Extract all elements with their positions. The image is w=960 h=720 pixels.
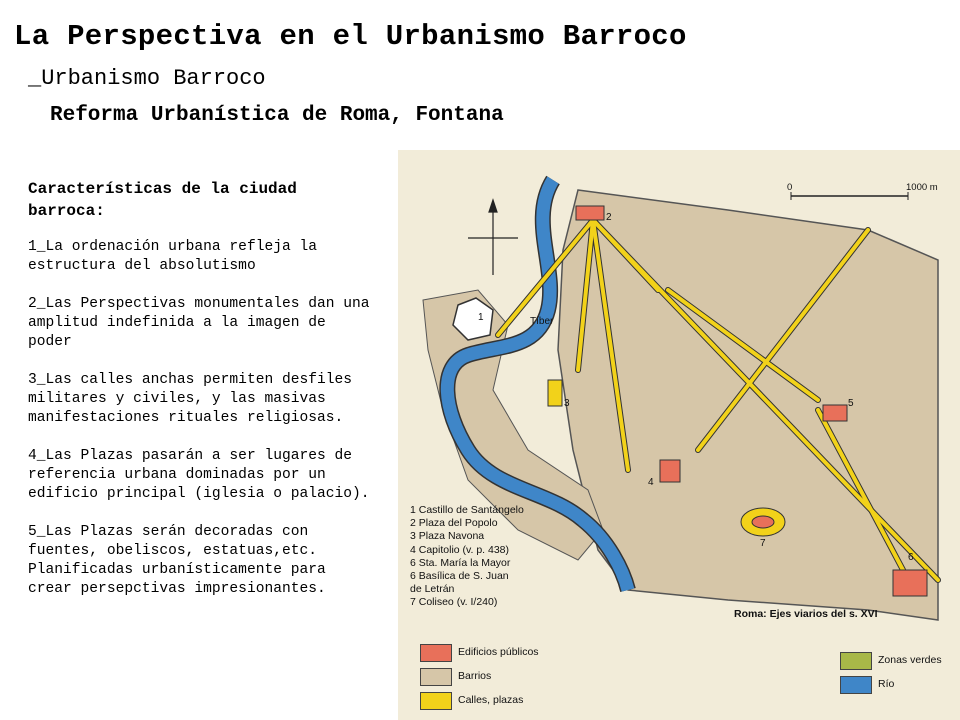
characteristics-text (28, 178, 378, 618)
point-4: 4_Las Plazas pasarán a ser lugares de referencia urbana dominadas por un edificio principal (iglesia o palacio). (28, 448, 370, 502)
key-swatch-calles (420, 692, 452, 710)
key-swatch-edificios (420, 644, 452, 662)
capitolio (660, 460, 680, 482)
map-legend (410, 504, 570, 610)
plaza-navona (548, 380, 562, 406)
rome-map (398, 150, 960, 720)
site-number-5: 5 (848, 398, 854, 409)
north-arrow-icon (468, 200, 518, 275)
site-number-7: 7 (760, 538, 766, 549)
plaza-popolo (576, 206, 604, 220)
key-swatch-barrios (420, 668, 452, 686)
page-title: La Perspectiva en el Urbanismo Barroco (14, 20, 687, 53)
point-2: 2_Las Perspectivas monumentales dan una amplitud indefinida a la imagen de poder (28, 296, 370, 350)
key-label-calles: Calles, plazas (458, 694, 524, 706)
page-subtitle: _Urbanismo Barroco (28, 66, 266, 91)
scale-end: 1000 m (906, 182, 938, 193)
sta-maria-mayor (823, 405, 847, 421)
legend-item: 4 Capitolio (v. p. 438) (410, 543, 510, 556)
key-label-zonas-verdes: Zonas verdes (878, 654, 942, 666)
key-label-edificios: Edificios públicos (458, 646, 539, 658)
rome-map-figure (398, 150, 960, 720)
site-number-6: 6 (908, 552, 914, 563)
legend-item: 6 Sta. María la Mayor (410, 556, 511, 569)
key-swatch-rio (840, 676, 872, 694)
legend-item: de Letrán (410, 583, 455, 596)
legend-item: 2 Plaza del Popolo (410, 517, 498, 530)
point-5: 5_Las Plazas serán decoradas con fuentes, obeliscos, estatuas,etc. Planificadas urbanísticamente para crear persepctivas impresionantes. (28, 524, 326, 597)
point-3: 3_Las calles anchas permiten desfiles militares y civiles, y las masivas manifestaciones rituales religiosas. (28, 372, 353, 426)
site-number-4: 4 (648, 477, 654, 488)
legend-item: 1 Castillo de Santángelo (410, 504, 524, 516)
river-label: Tíber (530, 316, 554, 327)
key-label-rio: Río (878, 678, 895, 690)
scale-start: 0 (787, 182, 793, 193)
site-number-3: 3 (564, 398, 570, 409)
san-juan-letran (893, 570, 927, 596)
site-number-1: 1 (478, 312, 484, 323)
key-label-barrios: Barrios (458, 670, 492, 682)
characteristics-title: Características de la ciudad barroca: (28, 180, 297, 220)
legend-item: 6 Basílica de S. Juan (410, 570, 509, 583)
legend-item: 7 Coliseo (v. I/240) (410, 596, 498, 609)
point-1: 1_La ordenación urbana refleja la estructura del absolutismo (28, 239, 318, 274)
section-heading: Reforma Urbanística de Roma, Fontana (50, 104, 504, 127)
map-caption: Roma: Ejes viarios del s. XVI (734, 608, 878, 620)
legend-item: 3 Plaza Navona (410, 530, 485, 543)
site-number-2: 2 (606, 212, 612, 223)
key-swatch-zonas-verdes (840, 652, 872, 670)
